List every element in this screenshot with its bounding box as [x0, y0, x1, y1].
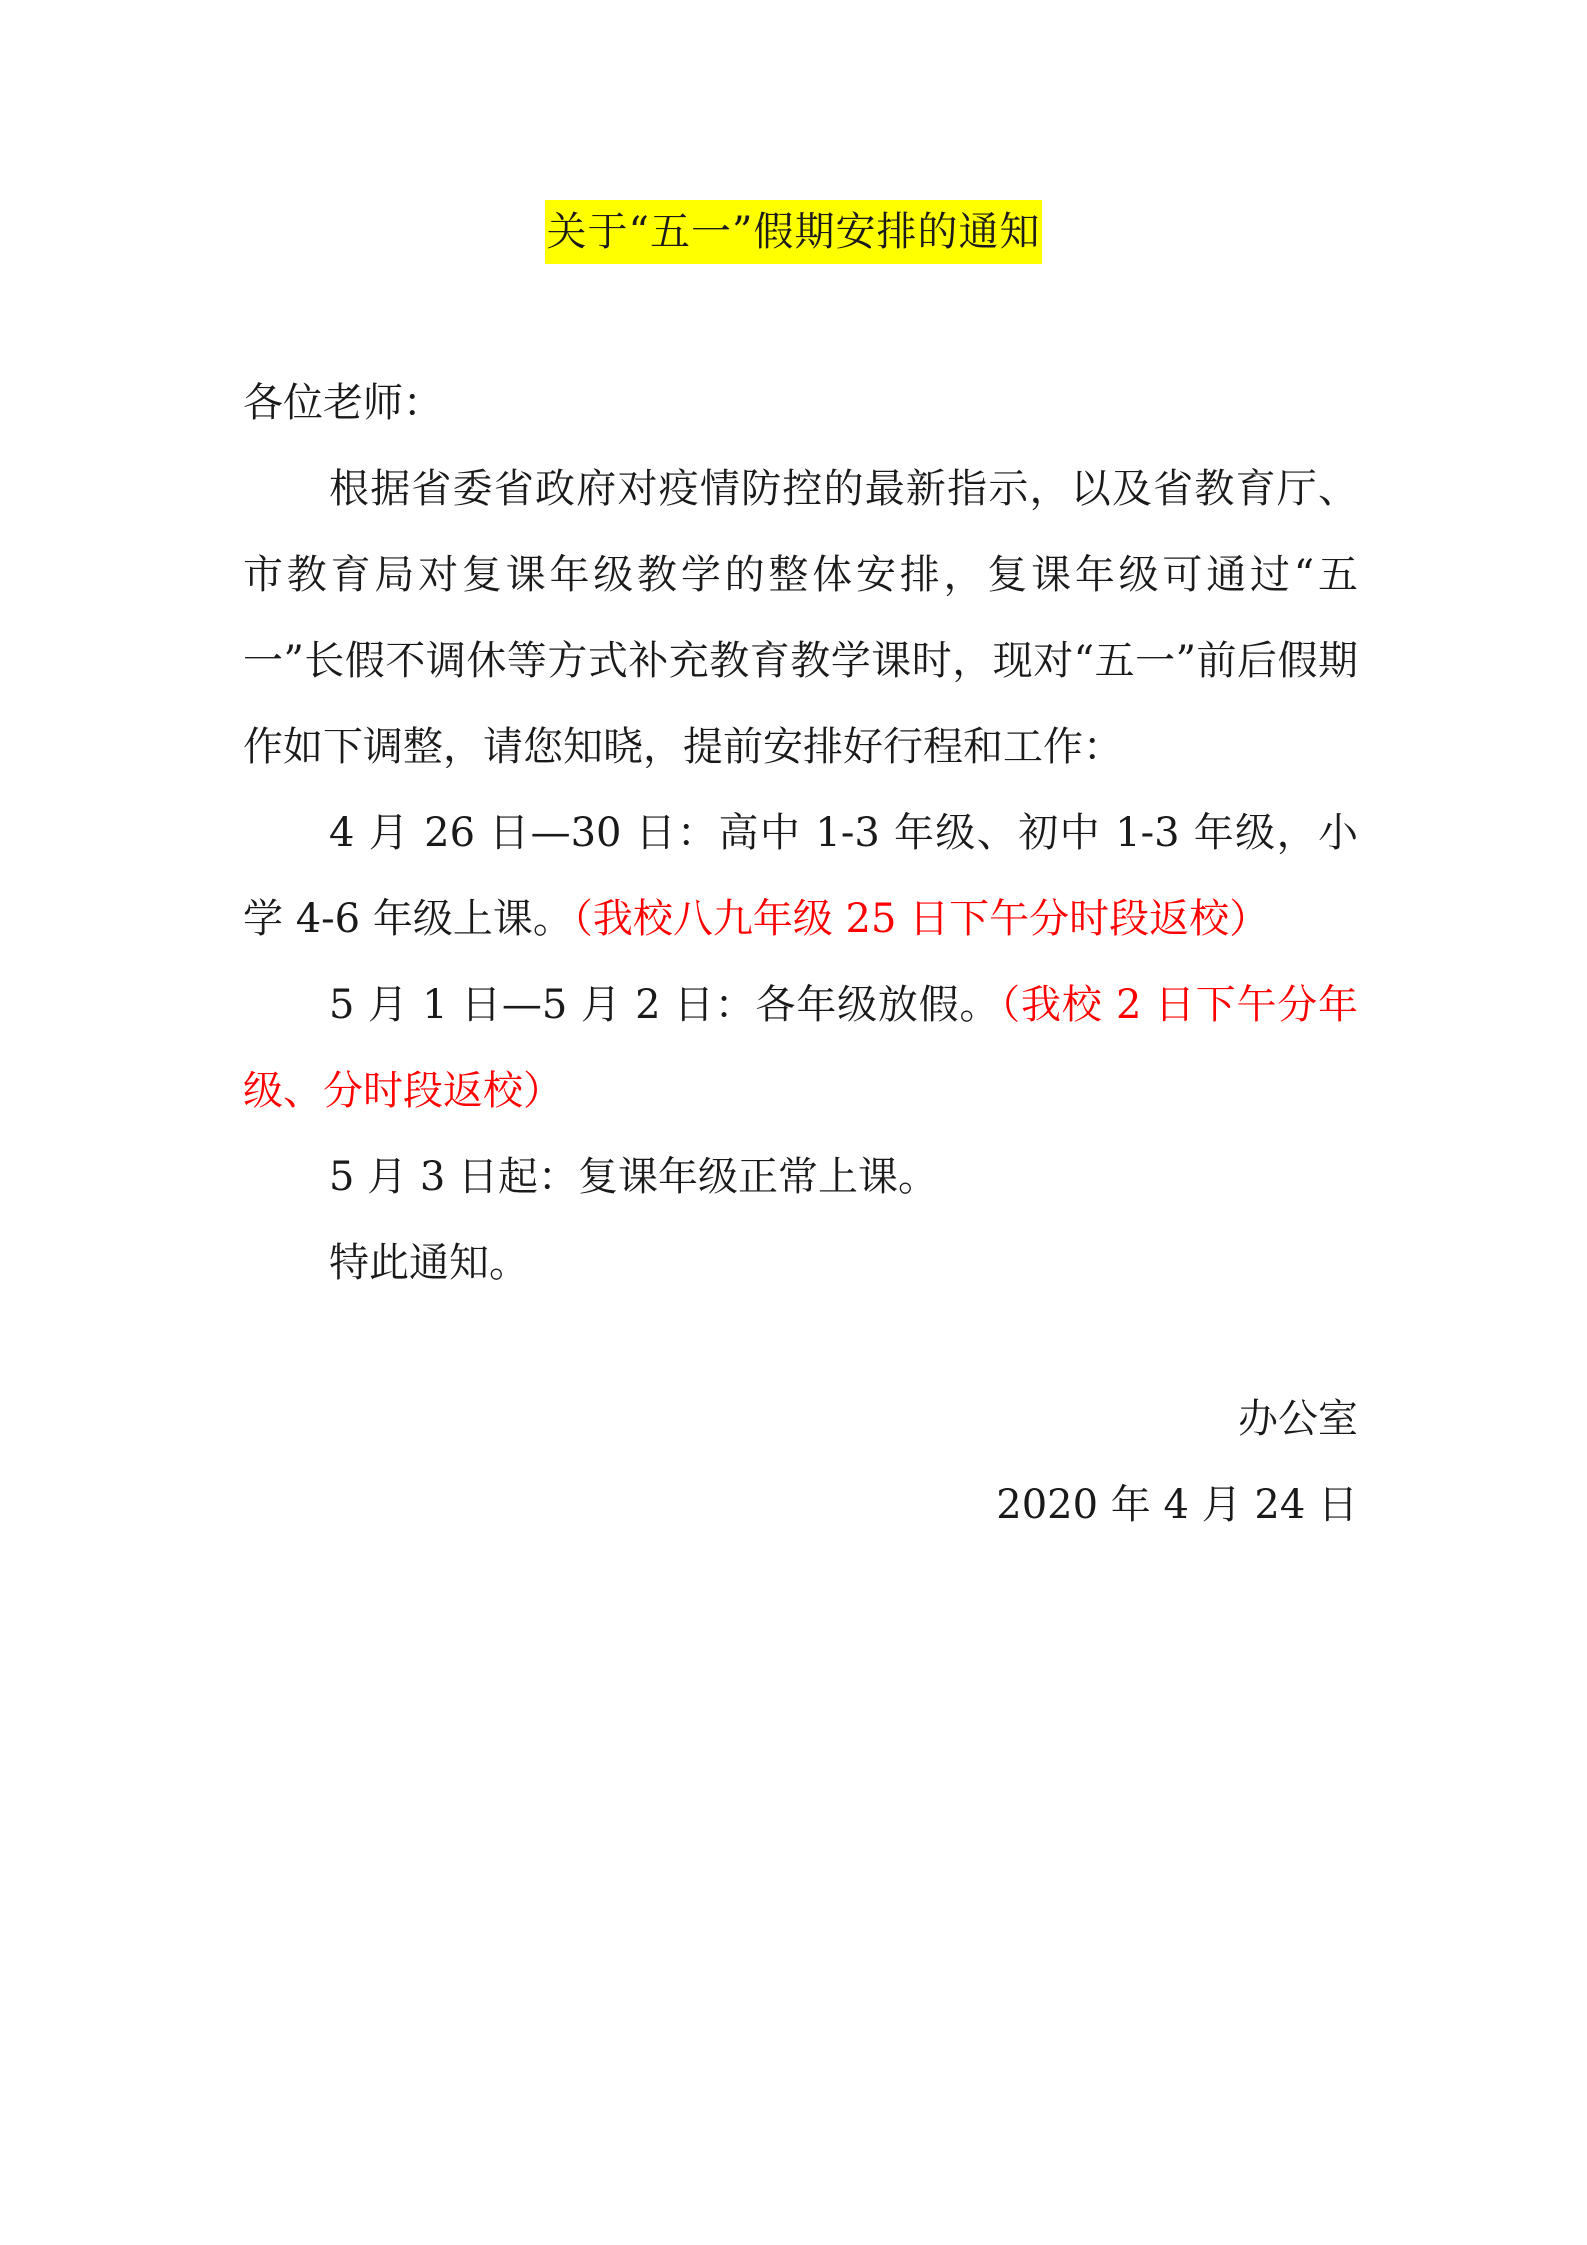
schedule-paragraph-1	[243, 790, 1358, 962]
signature-office: 办公室	[1238, 1396, 1358, 1442]
document-title: 关于“五一”假期安排的通知	[545, 200, 1043, 264]
schedule-paragraph-2	[243, 962, 1358, 1134]
schedule-1-note: （我校八九年级 25 日下午分时段返校）	[572, 896, 1270, 942]
title-container	[0, 200, 1587, 264]
schedule-2-note: （我校 2 日下午分年级、分时段返校）	[243, 982, 1358, 1114]
salutation: 各位老师：	[243, 380, 443, 426]
intro-paragraph: 根据省委省政府对疫情防控的最新指示，以及省教育厅、市教育局对复课年级教学的整体安排，复课年级可通过“五一”长假不调休等方式补充教育教学课时，现对“五一”前后假期作如下调整，请您知晓，提前安排好行程和工作：	[243, 466, 1358, 770]
signature-date: 2020 年 4 月 24 日	[996, 1482, 1358, 1528]
schedule-1-text: 4 月 26 日—30 日：高中 1-3 年级、初中 1-3 年级，小学 4-6 年级上课。	[243, 810, 1358, 942]
schedule-paragraph-3: 5 月 3 日起：复课年级正常上课。	[329, 1154, 939, 1200]
closing-paragraph: 特此通知。	[329, 1240, 529, 1286]
schedule-2-text: 5 月 1 日—5 月 2 日：各年级放假。	[329, 982, 1001, 1028]
